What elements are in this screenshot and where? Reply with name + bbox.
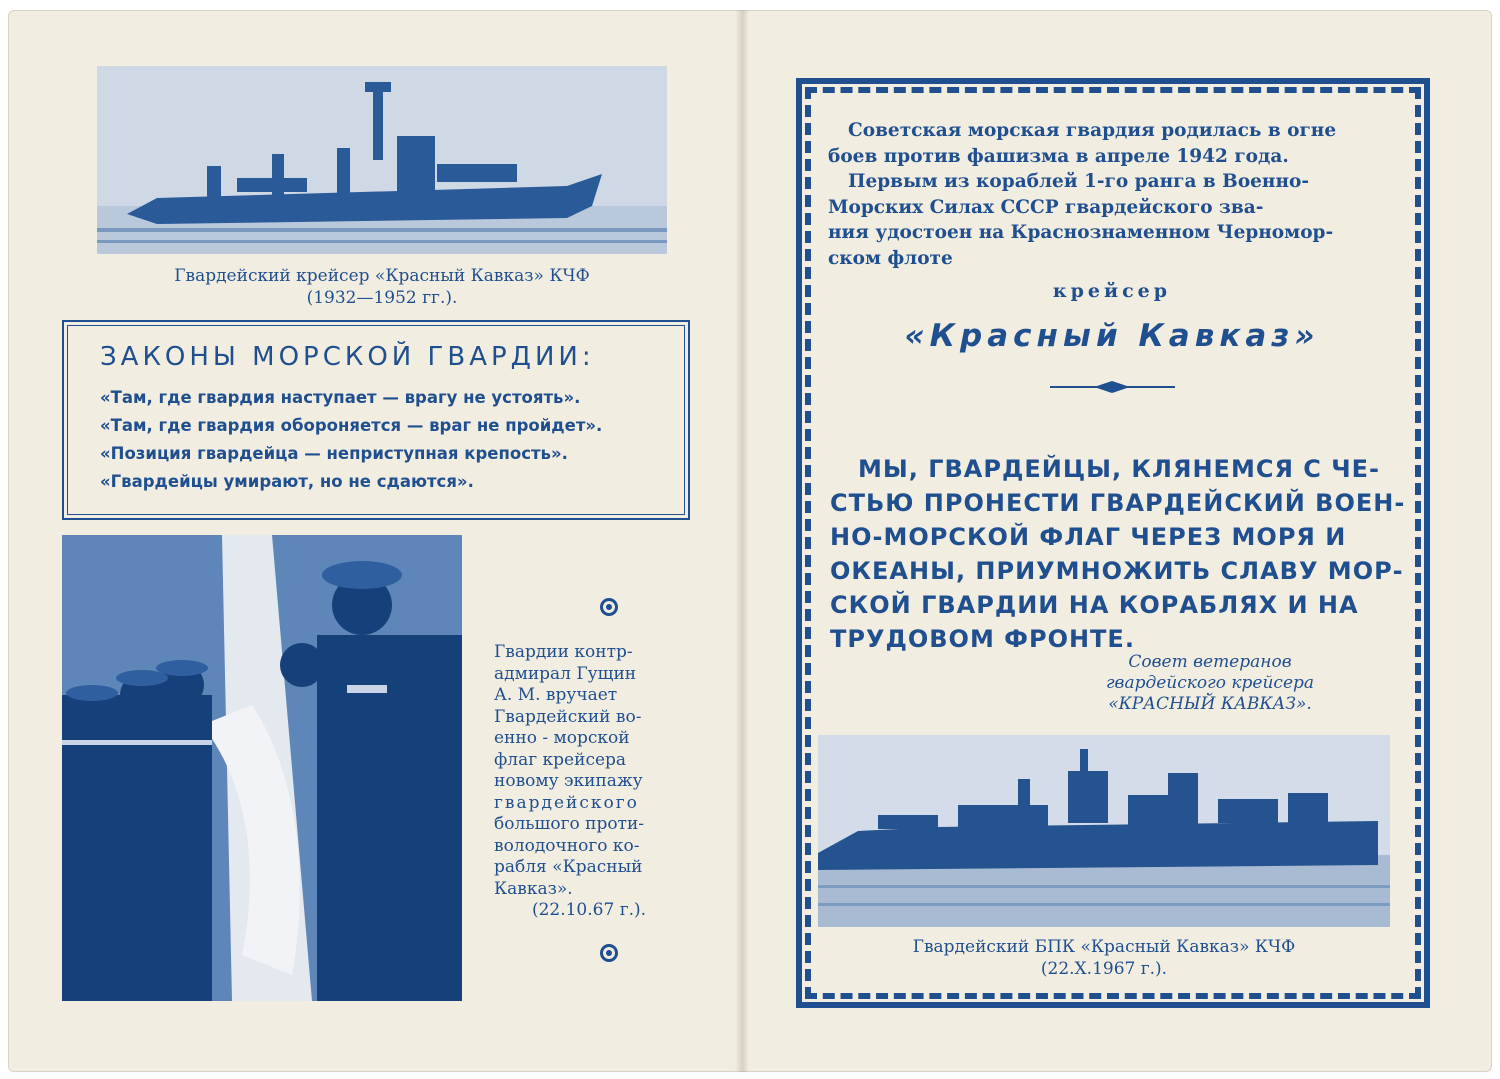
intro-line: Первым из кораблей 1-го ранга в Военно-	[848, 171, 1310, 192]
flag-photo-caption	[494, 642, 684, 922]
oath-line: СТЬЮ ПРОНЕСТИ ГВАРДЕЙСКИЙ ВОЕН-	[830, 489, 1406, 517]
caption-line: А. М. вручает	[494, 685, 618, 705]
caption-line: новому экипажу	[494, 771, 643, 791]
intro-line: ском флоте	[828, 247, 953, 269]
oath-line: НО-МОРСКОЙ ФЛАГ ЧЕРЕЗ МОРЯ И	[830, 523, 1347, 551]
caption-line: енно - морской	[494, 728, 630, 748]
intro-text	[828, 118, 1396, 271]
signature-line: гвардейского крейсера	[1105, 673, 1315, 693]
caption-line: большого проти-	[494, 814, 645, 834]
bpk-caption-line2: (22.X.1967 г.).	[1040, 959, 1168, 979]
signature-line: «КРАСНЫЙ КАВКАЗ».	[1108, 694, 1312, 714]
oath-text	[830, 452, 1406, 656]
law-line: «Позиция гвардейца — неприступная крепость».	[100, 444, 568, 463]
diamond-divider-icon	[1050, 380, 1175, 394]
cruiser-caption-line1: Гвардейский крейсер «Красный Кавказ» КЧФ	[174, 266, 590, 286]
oath-line: СКОЙ ГВАРДИИ НА КОРАБЛЯХ И НА	[830, 591, 1359, 619]
caption-line: Гвардейский во-	[494, 706, 642, 727]
signature-line: Совет ветеранов	[1128, 652, 1292, 672]
caption-line: Кавказ».	[494, 878, 573, 899]
bpk-caption-line1: Гвардейский БПК «Красный Кавказ» КЧФ	[912, 937, 1296, 957]
laws-title: ЗАКОНЫ МОРСКОЙ ГВАРДИИ:	[100, 342, 595, 372]
flag-ceremony-photo	[62, 535, 462, 1001]
oath-line: МЫ, ГВАРДЕЙЦЫ, КЛЯНЕМСЯ С ЧЕ-	[858, 455, 1380, 483]
caption-line: гвардейского	[494, 792, 639, 813]
kreiser-label: крейсер	[1052, 280, 1172, 302]
caption-line: володочного ко-	[494, 835, 640, 856]
caption-line: рабля «Красный	[494, 857, 643, 877]
intro-line: Советская морская гвардия родилась в огне	[848, 120, 1337, 141]
oath-line: ТРУДОВОМ ФРОНТЕ.	[830, 625, 1135, 653]
bpk-ship-photo	[818, 735, 1390, 927]
caption-line: Гвардии контр-	[494, 642, 633, 662]
bpk-photo-caption	[812, 936, 1396, 980]
signature-block	[1060, 652, 1360, 715]
caption-date: (22.10.67 г.).	[531, 900, 647, 920]
ornament-dot-icon	[600, 598, 618, 616]
ship-name-heading: «Красный Кавказ»	[904, 318, 1320, 354]
law-line: «Там, где гвардия обороняется — враг не пройдет».	[100, 416, 603, 435]
laws-box	[62, 320, 690, 520]
center-fold	[735, 10, 749, 1072]
intro-line: Морских Силах СССР гвардейского зва-	[828, 196, 1264, 218]
cruiser-photo-caption	[90, 265, 674, 309]
law-line: «Гвардейцы умирают, но не сдаются».	[100, 472, 474, 491]
caption-line: адмирал Гущин	[494, 663, 637, 684]
caption-line: флаг крейсера	[494, 749, 627, 770]
cruiser-photo	[97, 66, 667, 254]
cruiser-caption-line2: (1932—1952 гг.).	[306, 288, 458, 308]
oath-line: ОКЕАНЫ, ПРИУМНОЖИТЬ СЛАВУ МОР-	[830, 557, 1404, 585]
intro-line: ния удостоен на Краснознаменном Черномор-	[828, 222, 1334, 243]
ornament-dot-icon	[600, 944, 618, 962]
laws-box-inner	[67, 325, 685, 515]
intro-line: боев против фашизма в апреле 1942 года.	[828, 145, 1289, 167]
law-line: «Там, где гвардия наступает — врагу не устоять».	[100, 388, 581, 407]
